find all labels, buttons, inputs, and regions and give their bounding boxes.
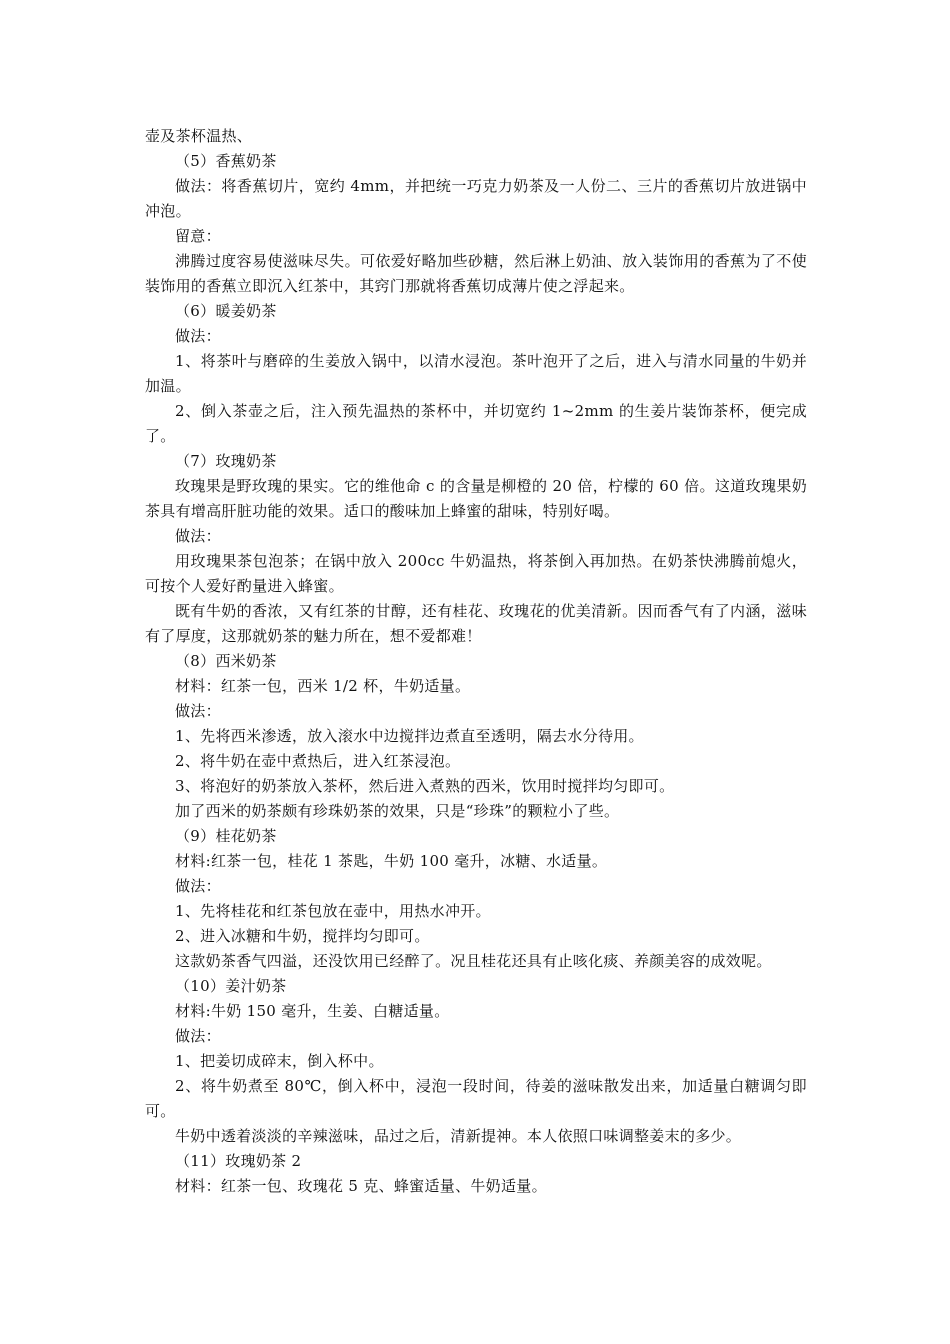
paragraph: 1、先将桂花和红茶包放在壶中，用热水冲开。 xyxy=(175,902,491,920)
paragraph: （10）姜汁奶茶 xyxy=(175,977,287,995)
paragraph: 壶及茶杯温热、 xyxy=(145,127,253,145)
paragraph: 做法： xyxy=(175,877,221,895)
paragraph: 1、将茶叶与磨碎的生姜放入锅中，以清水浸泡。茶叶泡开了之后，进入与清水同量的牛奶并加温。 xyxy=(145,352,807,395)
paragraph: 3、将泡好的奶茶放入茶杯，然后进入煮熟的西米，饮用时搅拌均匀即可。 xyxy=(175,777,675,795)
paragraph: 2、进入冰糖和牛奶，搅拌均匀即可。 xyxy=(175,927,430,945)
paragraph: 沸腾过度容易使滋味尽失。可依爱好略加些砂糖，然后淋上奶油、放入装饰用的香蕉为了不使装饰用的香蕉立即沉入红茶中，其窍门那就将香蕉切成薄片使之浮起来。 xyxy=(145,252,807,295)
paragraph: （9）桂花奶茶 xyxy=(175,827,277,845)
paragraph: 1、先将西米渗透，放入滚水中边搅拌边煮直至透明，隔去水分待用。 xyxy=(175,727,644,745)
paragraph: 做法： xyxy=(175,527,221,545)
paragraph: 材料:红茶一包，桂花 1 茶匙，牛奶 100 毫升，冰糖、水适量。 xyxy=(175,852,608,870)
paragraph: 加了西米的奶茶颇有珍珠奶茶的效果，只是“珍珠”的颗粒小了些。 xyxy=(175,802,620,820)
paragraph: 做法： xyxy=(175,1027,221,1045)
paragraph: 玫瑰果是野玫瑰的果实。它的维他命 c 的含量是柳橙的 20 倍，柠檬的 60 倍。这道玫瑰果奶茶具有增高肝脏功能的效果。适口的酸味加上蜂蜜的甜味，特别好喝。 xyxy=(145,477,807,520)
paragraph: （11）玫瑰奶茶 2 xyxy=(175,1152,302,1170)
paragraph: 1、把姜切成碎末，倒入杯中。 xyxy=(175,1052,384,1070)
paragraph: 2、将牛奶在壶中煮热后，进入红茶浸泡。 xyxy=(175,752,461,770)
paragraph: 用玫瑰果茶包泡茶；在锅中放入 200cc 牛奶温热，将茶倒入再加热。在奶茶快沸腾前熄火，可按个人爱好酌量进入蜂蜜。 xyxy=(145,552,807,595)
document-body xyxy=(145,124,807,1199)
paragraph: （7）玫瑰奶茶 xyxy=(175,452,277,470)
paragraph: 做法：将香蕉切片，宽约 4mm，并把统一巧克力奶茶及一人份二、三片的香蕉切片放进锅中冲泡。 xyxy=(145,177,807,220)
paragraph: （5）香蕉奶茶 xyxy=(175,152,277,170)
paragraph: 材料：红茶一包，西米 1/2 杯，牛奶适量。 xyxy=(175,677,471,695)
paragraph: 2、将牛奶煮至 80℃，倒入杯中，浸泡一段时间，待姜的滋味散发出来，加适量白糖调匀即可。 xyxy=(145,1077,807,1120)
paragraph: 做法： xyxy=(175,327,221,345)
paragraph: 这款奶茶香气四溢，还没饮用已经醉了。况且桂花还具有止咳化痰、养颜美容的成效呢。 xyxy=(175,952,772,970)
paragraph: （6）暖姜奶茶 xyxy=(175,302,277,320)
paragraph: 做法： xyxy=(175,702,221,720)
paragraph: 材料:牛奶 150 毫升，生姜、白糖适量。 xyxy=(175,1002,450,1020)
paragraph: （8）西米奶茶 xyxy=(175,652,277,670)
paragraph: 既有牛奶的香浓，又有红茶的甘醇，还有桂花、玫瑰花的优美清新。因而香气有了内涵，滋味有了厚度，这那就奶茶的魅力所在，想不爱都难！ xyxy=(145,602,807,645)
paragraph: 牛奶中透着淡淡的辛辣滋味，品过之后，清新提神。本人依照口味调整姜末的多少。 xyxy=(175,1127,742,1145)
paragraph: 留意： xyxy=(175,227,221,245)
paragraph: 材料：红茶一包、玫瑰花 5 克、蜂蜜适量、牛奶适量。 xyxy=(175,1177,547,1195)
paragraph: 2、倒入茶壶之后，注入预先温热的茶杯中，并切宽约 1~2mm 的生姜片装饰茶杯，便完成了。 xyxy=(145,402,807,445)
